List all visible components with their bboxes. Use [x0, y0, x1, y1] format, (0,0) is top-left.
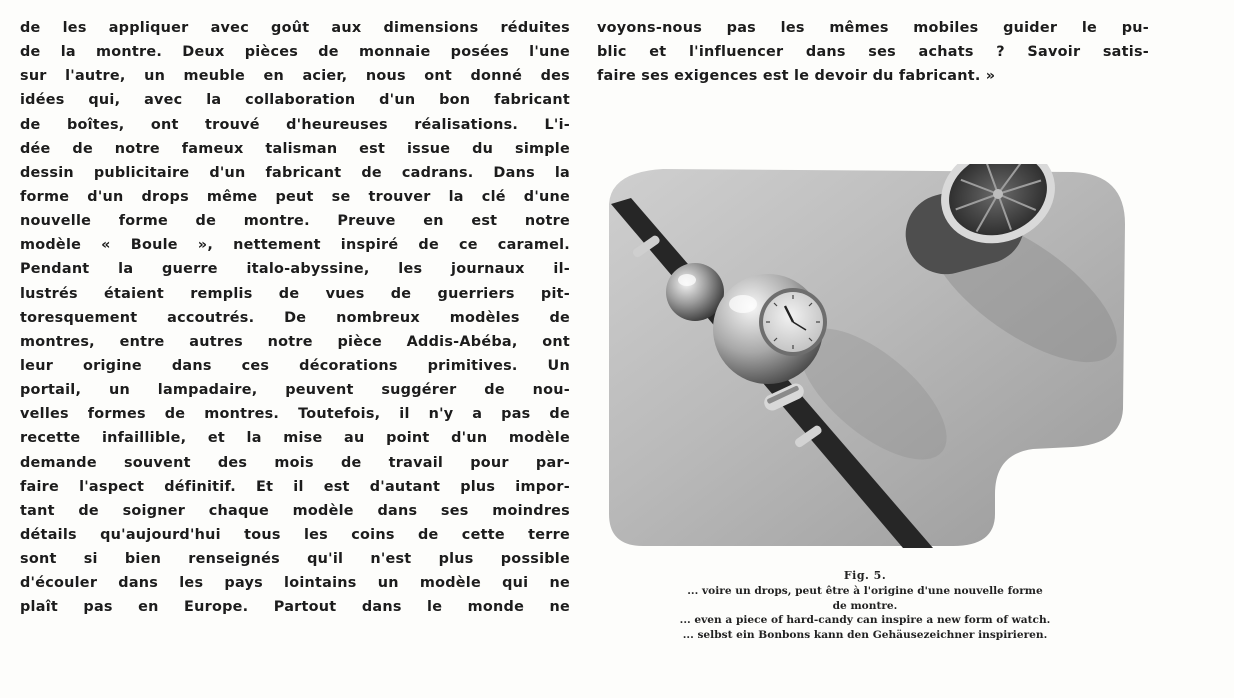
caption-french-continued: de montre.	[832, 599, 898, 612]
figure-caption	[600, 569, 1130, 642]
text-line: de les appliquer avec goût aux dimensions réduites	[20, 20, 570, 36]
text-line: portail, un lampadaire, peuvent suggérer de nou-	[20, 382, 570, 399]
text-line: toresquement accoutrés. De nombreux modèles de	[20, 309, 570, 326]
text-line: faire ses exigences est le devoir du fabricant. »	[597, 68, 996, 85]
text-line: idées qui, avec la collaboration d'un bon fabricant	[20, 92, 570, 109]
watch-photograph	[603, 164, 1131, 548]
watch-ball	[666, 263, 724, 321]
text-line: dée de notre fameux talisman est issue du simple	[20, 140, 570, 157]
text-line: d'écouler dans les pays lointains un modèle qui ne	[20, 575, 570, 592]
text-line: tant de soigner chaque modèle dans ses moindres	[20, 502, 570, 519]
caption-english: ... even a piece of hard-candy can inspire a new form of watch.	[679, 614, 1051, 627]
text-line: blic et l'influencer dans ses achats ? Savoir satis-	[597, 44, 1149, 61]
text-line: modèle « Boule », nettement inspiré de ce caramel.	[20, 237, 570, 254]
text-line: leur origine dans ces décorations primitives. Un	[20, 357, 570, 374]
text-line: demande souvent des mois de travail pour par-	[20, 454, 570, 471]
text-line: faire l'aspect définitif. Et il est d'autant plus impor-	[20, 478, 570, 495]
text-line: dessin publicitaire d'un fabricant de cadrans. Dans la	[20, 164, 570, 181]
text-line: montres, entre autres notre pièce Addis-Abéba, ont	[20, 333, 570, 350]
text-line: détails qu'aujourd'hui tous les coins de cette terre	[20, 526, 570, 543]
right-text-column	[597, 16, 1149, 88]
text-line: nouvelle forme de montre. Preuve en est notre	[20, 213, 570, 230]
text-line: Pendant la guerre italo-abyssine, les journaux il-	[20, 261, 570, 278]
caption-french: ... voire un drops, peut être à l'origine d'une nouvelle forme	[687, 585, 1043, 598]
text-line: forme d'un drops même peut se trouver la clé d'une	[20, 188, 570, 205]
text-line: plaît pas en Europe. Partout dans le monde ne	[20, 599, 570, 616]
text-line: sont si bien renseignés qu'il n'est plus possible	[20, 551, 570, 568]
text-line: de boîtes, ont trouvé d'heureuses réalisations. L'i-	[20, 116, 570, 133]
left-text-column	[20, 16, 570, 620]
text-line: lustrés étaient remplis de vues de guerriers pit-	[20, 285, 570, 302]
text-line: recette infaillible, et la mise au point d'un modèle	[20, 430, 570, 447]
text-line: velles formes de montres. Toutefois, il n'y a pas de	[20, 406, 570, 423]
text-line: voyons-nous pas les mêmes mobiles guider le pu-	[597, 20, 1149, 36]
caption-german: ... selbst ein Bonbons kann den Gehäusezeichner inspirieren.	[682, 628, 1048, 641]
text-line: sur l'autre, un meuble en acier, nous ont donné des	[20, 68, 570, 85]
figure-number: Fig. 5.	[843, 569, 887, 582]
text-line: de la montre. Deux pièces de monnaie posées l'une	[20, 44, 570, 61]
